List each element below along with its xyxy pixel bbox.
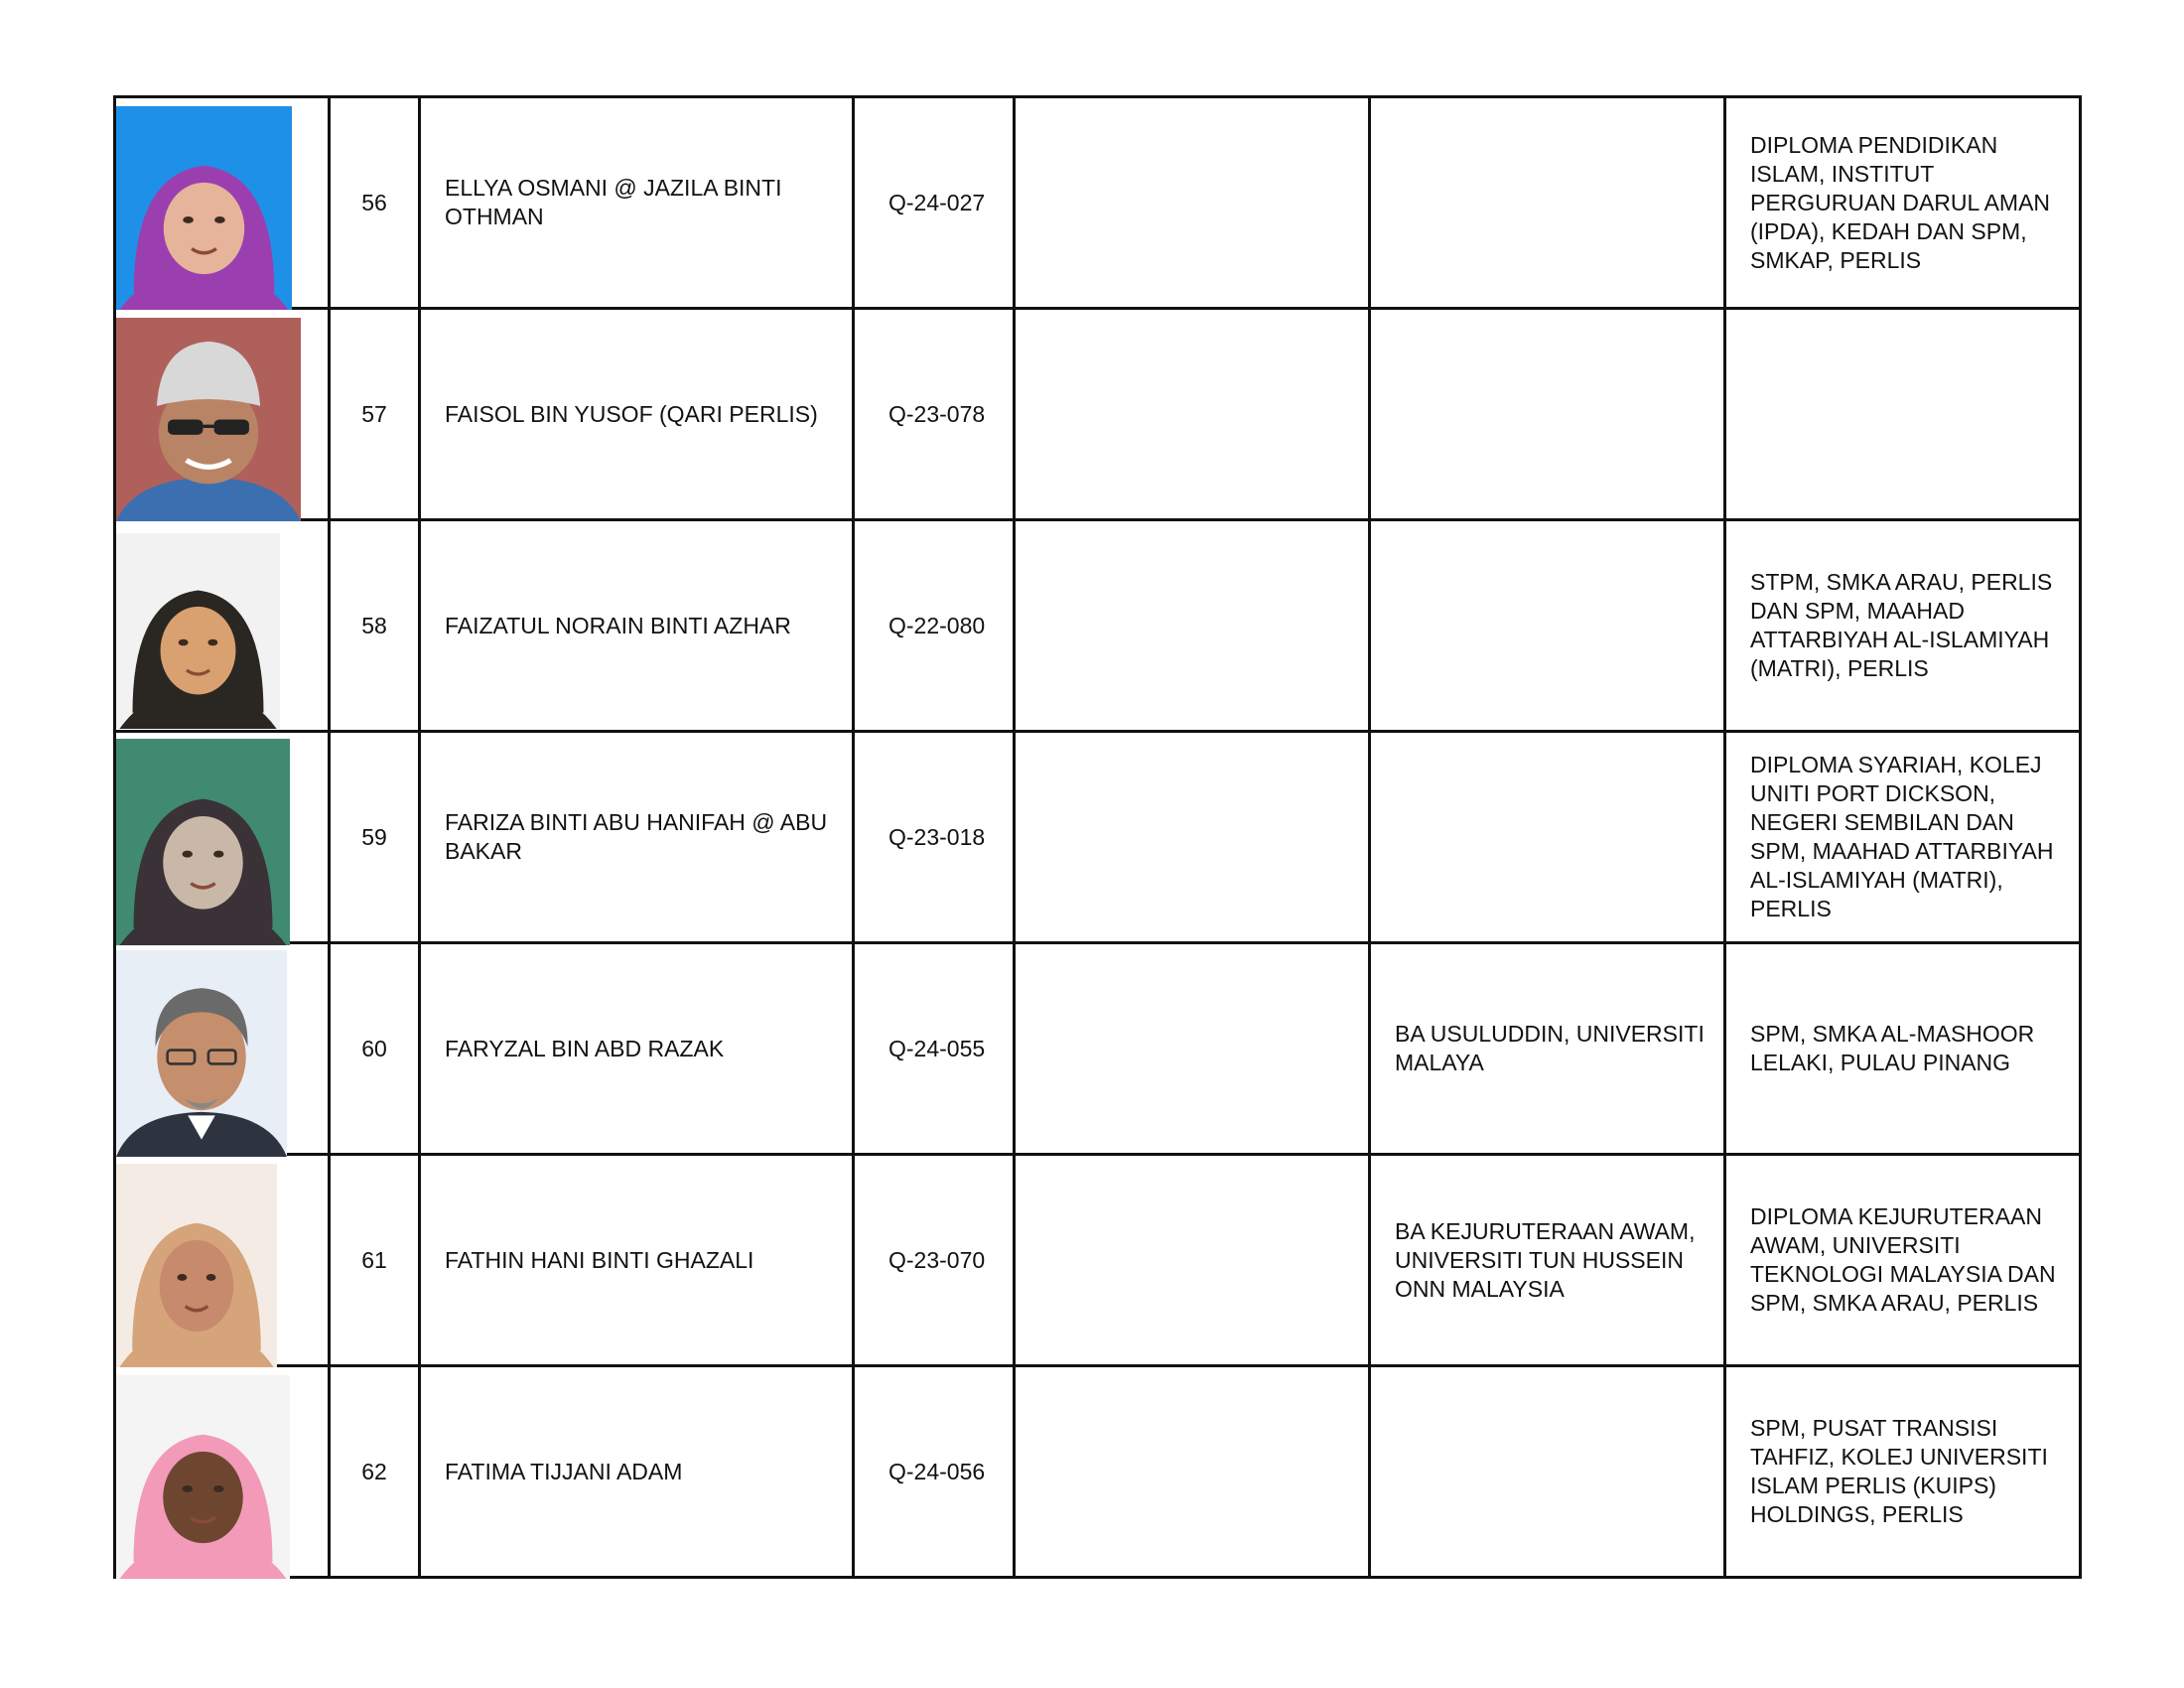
education-cell	[1725, 309, 2081, 520]
participant-code: Q-23-070	[854, 1155, 1015, 1366]
row-number: 56	[330, 97, 420, 309]
participant-code: Q-24-056	[854, 1366, 1015, 1578]
photo-cell	[115, 309, 330, 520]
education-cell: DIPLOMA KEJURUTERAAN AWAM, UNIVERSITI TEKNOLOGI MALAYSIA DAN SPM, SMKA ARAU, PERLIS	[1725, 1155, 2081, 1366]
education-cell: DIPLOMA SYARIAH, KOLEJ UNITI PORT DICKSON, NEGERI SEMBILAN DAN SPM, MAAHAD ATTARBIYAH AL-ISLAMIYAH (MATRI), PERLIS	[1725, 732, 2081, 943]
participant-photo	[116, 739, 290, 945]
photo-cell	[115, 1366, 330, 1578]
participant-photo	[116, 1164, 277, 1367]
photo-cell	[115, 1155, 330, 1366]
participant-name: FARIZA BINTI ABU HANIFAH @ ABU BAKAR	[420, 732, 854, 943]
participant-name: FATHIN HANI BINTI GHAZALI	[420, 1155, 854, 1366]
participant-code: Q-24-027	[854, 97, 1015, 309]
empty-column-cell	[1015, 1155, 1370, 1366]
degree-cell	[1370, 97, 1725, 309]
participant-code: Q-23-018	[854, 732, 1015, 943]
participant-photo	[116, 106, 292, 310]
empty-column-cell	[1015, 943, 1370, 1155]
participant-code: Q-24-055	[854, 943, 1015, 1155]
participant-name: ELLYA OSMANI @ JAZILA BINTI OTHMAN	[420, 97, 854, 309]
participant-name: FARYZAL BIN ABD RAZAK	[420, 943, 854, 1155]
empty-column-cell	[1015, 309, 1370, 520]
participant-name: FAIZATUL NORAIN BINTI AZHAR	[420, 520, 854, 732]
participant-name: FAISOL BIN YUSOF (QARI PERLIS)	[420, 309, 854, 520]
empty-column-cell	[1015, 97, 1370, 309]
degree-cell	[1370, 1366, 1725, 1578]
education-cell: STPM, SMKA ARAU, PERLIS DAN SPM, MAAHAD ATTARBIYAH AL-ISLAMIYAH (MATRI), PERLIS	[1725, 520, 2081, 732]
participant-name: FATIMA TIJJANI ADAM	[420, 1366, 854, 1578]
participant-table	[113, 95, 2082, 1579]
participant-code: Q-22-080	[854, 520, 1015, 732]
degree-cell	[1370, 732, 1725, 943]
table-row	[115, 943, 2081, 1155]
row-number: 62	[330, 1366, 420, 1578]
row-number: 59	[330, 732, 420, 943]
empty-column-cell	[1015, 1366, 1370, 1578]
empty-column-cell	[1015, 520, 1370, 732]
empty-column-cell	[1015, 732, 1370, 943]
degree-cell	[1370, 309, 1725, 520]
row-number: 58	[330, 520, 420, 732]
participant-code: Q-23-078	[854, 309, 1015, 520]
photo-cell	[115, 732, 330, 943]
education-cell: SPM, PUSAT TRANSISI TAHFIZ, KOLEJ UNIVERSITI ISLAM PERLIS (KUIPS) HOLDINGS, PERLIS	[1725, 1366, 2081, 1578]
photo-cell	[115, 97, 330, 309]
degree-cell	[1370, 520, 1725, 732]
table-row	[115, 732, 2081, 943]
row-number: 60	[330, 943, 420, 1155]
degree-cell: BA KEJURUTERAAN AWAM, UNIVERSITI TUN HUSSEIN ONN MALAYSIA	[1370, 1155, 1725, 1366]
participant-photo	[116, 533, 280, 729]
table-row	[115, 1155, 2081, 1366]
photo-cell	[115, 520, 330, 732]
participant-photo	[116, 950, 287, 1157]
participant-photo	[116, 318, 301, 521]
row-number: 57	[330, 309, 420, 520]
photo-cell	[115, 943, 330, 1155]
table-row	[115, 1366, 2081, 1578]
education-cell: SPM, SMKA AL-MASHOOR LELAKI, PULAU PINANG	[1725, 943, 2081, 1155]
row-number: 61	[330, 1155, 420, 1366]
degree-cell: BA USULUDDIN, UNIVERSITI MALAYA	[1370, 943, 1725, 1155]
education-cell: DIPLOMA PENDIDIKAN ISLAM, INSTITUT PERGURUAN DARUL AMAN (IPDA), KEDAH DAN SPM, SMKAP, PERLIS	[1725, 97, 2081, 309]
table-row	[115, 520, 2081, 732]
participant-photo	[116, 1375, 290, 1579]
table-row	[115, 309, 2081, 520]
table-row	[115, 97, 2081, 309]
